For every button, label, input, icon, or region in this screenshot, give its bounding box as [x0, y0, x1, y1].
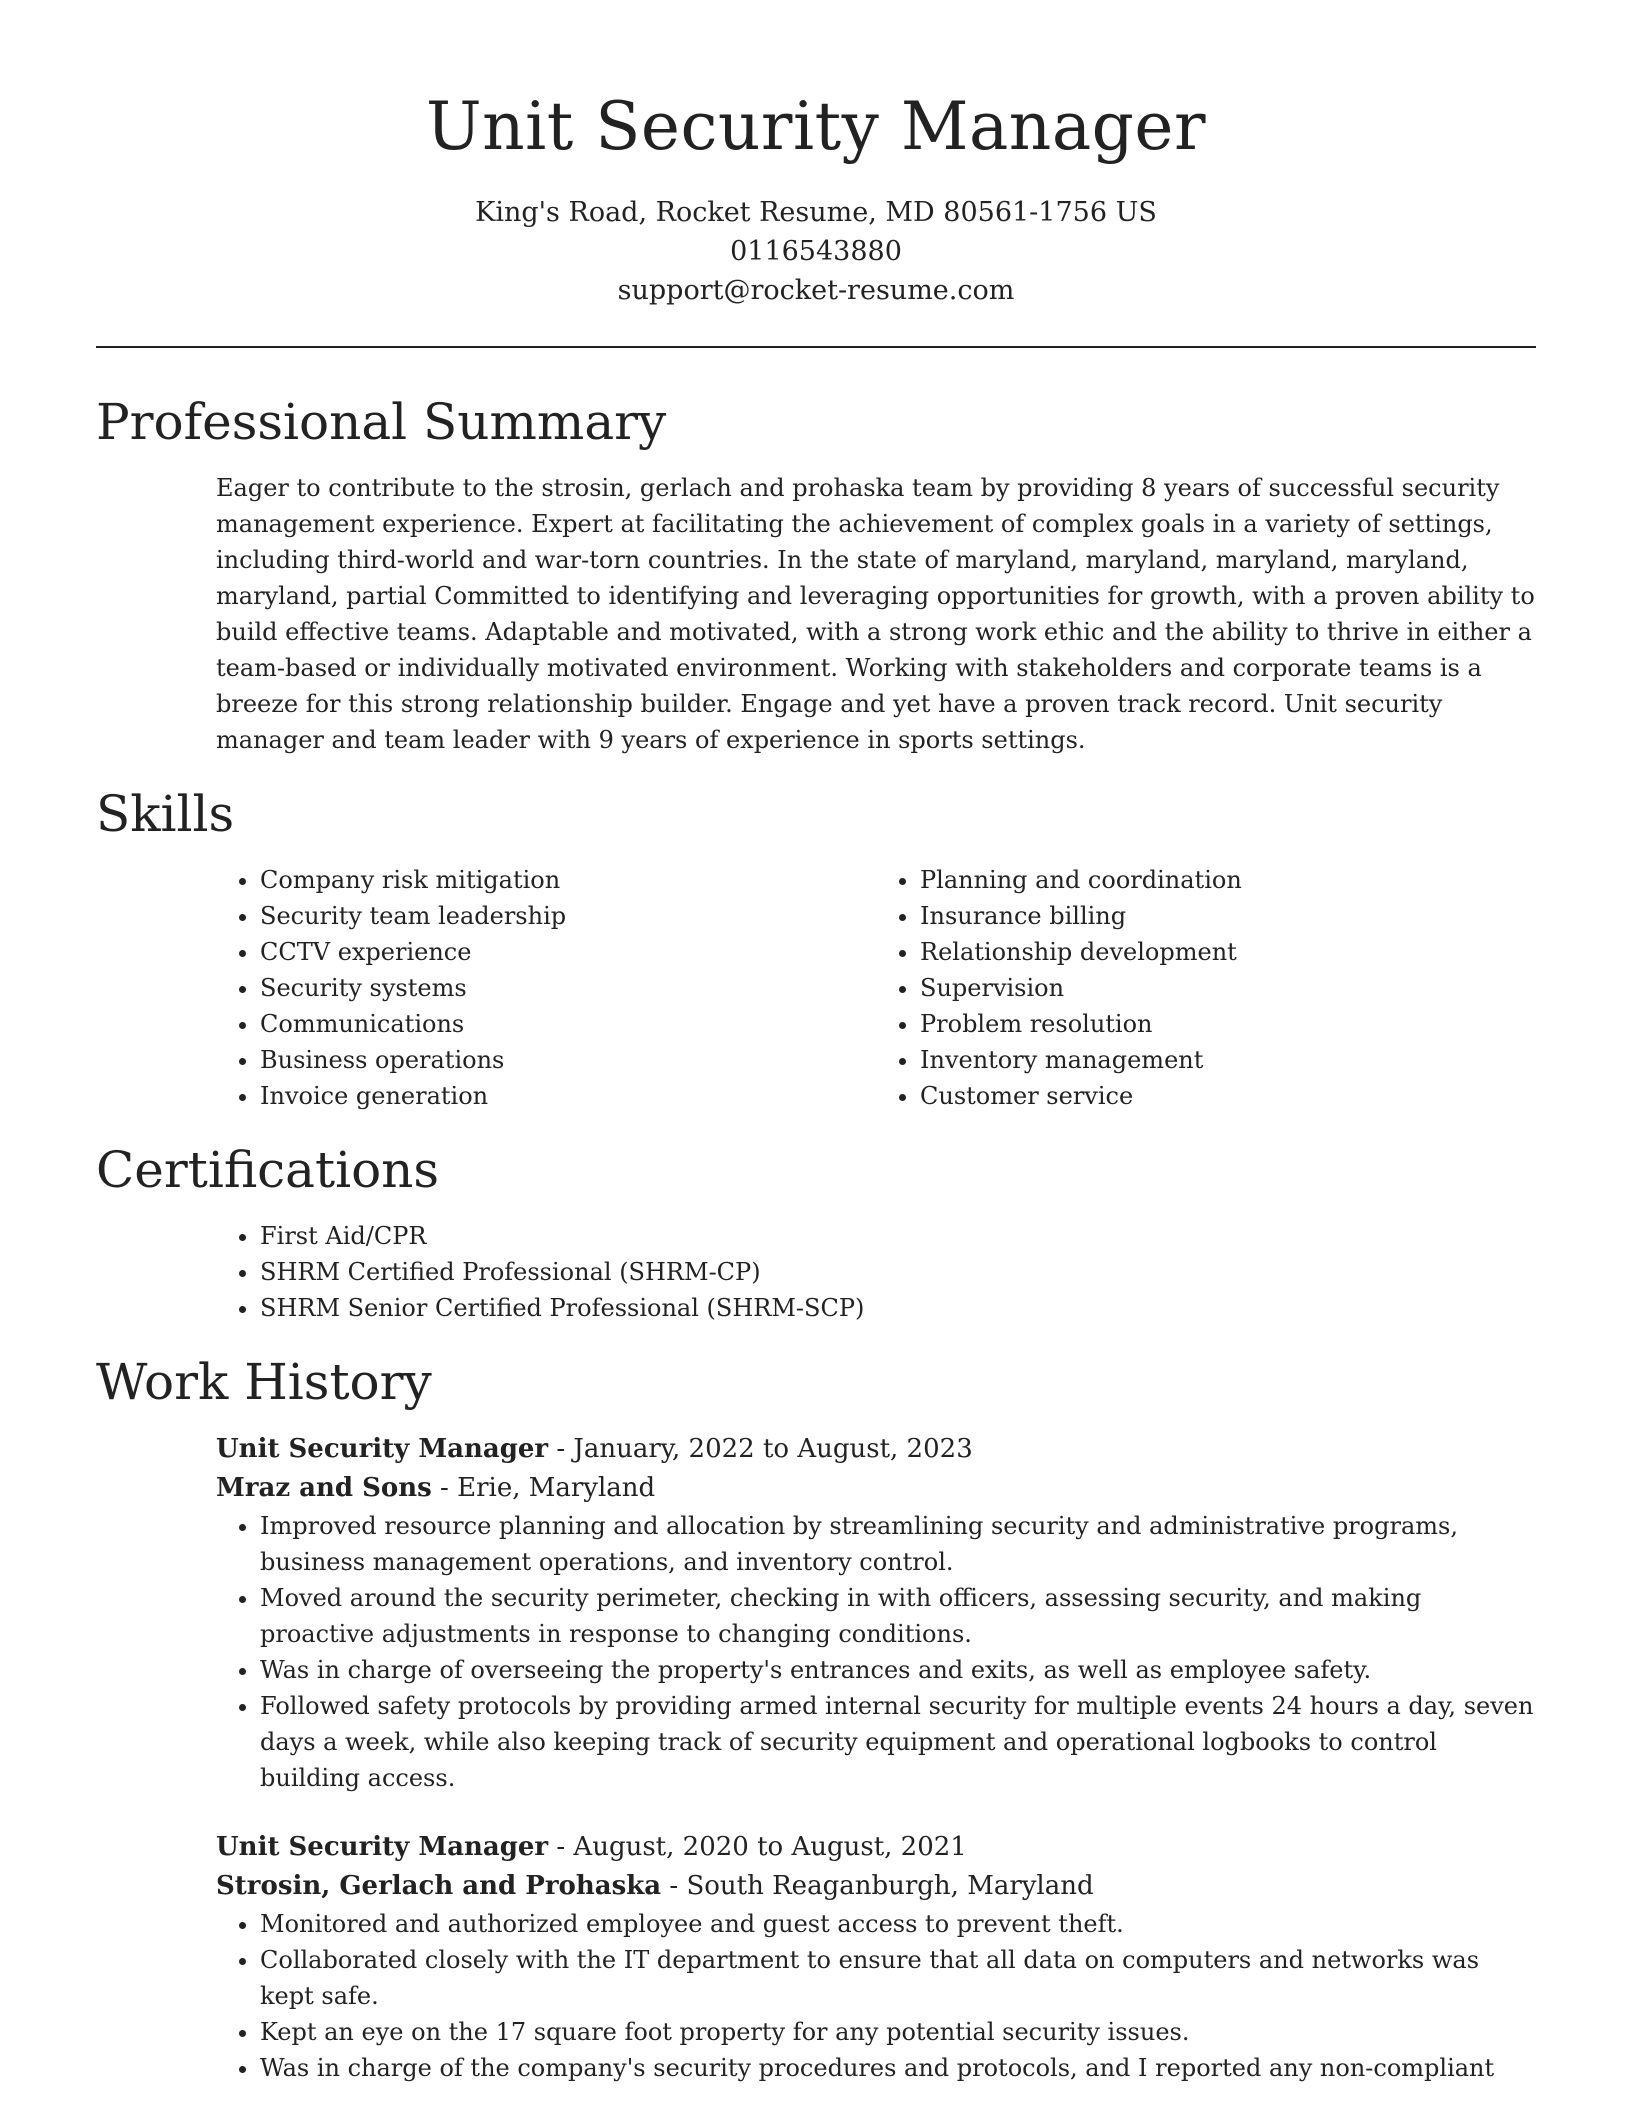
skills-list-left [216, 862, 876, 1114]
job-company-line [216, 1867, 1536, 1906]
job-position: Unit Security Manager [216, 1434, 549, 1464]
job-location: - South Reaganburgh, Maryland [661, 1871, 1094, 1901]
skill-item: • Customer service [920, 1078, 1536, 1114]
skill-item: • Problem resolution [920, 1006, 1536, 1042]
skill-item: • Insurance billing [920, 898, 1536, 934]
resume-name: Unit Security Manager [425, 88, 1207, 165]
skills-grid [216, 862, 1536, 1114]
work-history-heading: Work History [96, 1353, 432, 1411]
contact-phone: 0116543880 [730, 236, 902, 267]
skill-item: • Planning and coordination [920, 862, 1536, 898]
job-entry [216, 1430, 1536, 1796]
certifications-block [216, 1218, 1536, 1326]
job-duty: • Was in charge of the company's security procedures and protocols, and I reported any non-compliant [260, 2050, 1536, 2086]
contact-email: support@rocket-resume.com [617, 275, 1015, 306]
skill-item: • Communications [260, 1006, 876, 1042]
resume-page [96, 0, 1536, 2086]
job-duty: • Followed safety protocols by providing armed internal security for multiple events 24 hours a day, seven days a week, while also keeping track of security equipment and operational logbooks to control building access. [260, 1688, 1536, 1796]
skills-heading: Skills [96, 785, 235, 843]
header-divider [96, 346, 1536, 348]
certification-item: • First Aid/CPR [260, 1218, 1536, 1254]
job-title-line [216, 1828, 1536, 1867]
job-company-line [216, 1469, 1536, 1508]
job-company: Strosin, Gerlach and Prohaska [216, 1871, 662, 1901]
job-entry [216, 1828, 1536, 2086]
summary-text: Eager to contribute to the strosin, gerlach and prohaska team by providing 8 years of successful security management experience. Expert at facilitating the achievement of complex goals in a variety of settings, including third-world and war-torn countries. In the state of maryland, maryland, maryland, maryland, maryland, partial Committed to identifying and leveraging opportunities for growth, with a proven ability to build effective teams. Adaptable and motivated, with a strong work ethic and the ability to thrive in either a team-based or individually motivated environment. Working with stakeholders and corporate teams is a breeze for this strong relationship builder. Engage and yet have a proven track record. Unit security manager and team leader with 9 years of experience in sports settings. [216, 474, 1535, 754]
job-duty: • Improved resource planning and allocation by streamlining security and administrative programs, business management operations, and inventory control. [260, 1508, 1536, 1580]
job-duties-list [216, 1906, 1536, 2086]
job-dates: - August, 2020 to August, 2021 [548, 1832, 967, 1862]
job-title-line [216, 1430, 1536, 1469]
summary-heading: Professional Summary [96, 393, 667, 451]
certifications-list [216, 1218, 1536, 1326]
job-dates: - January, 2022 to August, 2023 [548, 1434, 973, 1464]
skills-list-right [876, 862, 1536, 1114]
job-duty: • Monitored and authorized employee and guest access to prevent theft. [260, 1906, 1536, 1942]
skill-item: • Invoice generation [260, 1078, 876, 1114]
job-duty: • Collaborated closely with the IT department to ensure that all data on computers and networks was kept safe. [260, 1942, 1536, 2014]
certifications-heading: Certifications [96, 1141, 440, 1199]
skill-item: • Business operations [260, 1042, 876, 1078]
job-duty: • Kept an eye on the 17 square foot property for any potential security issues. [260, 2014, 1536, 2050]
skill-item: • Supervision [920, 970, 1536, 1006]
skill-item: • Security systems [260, 970, 876, 1006]
job-duties-list [216, 1508, 1536, 1796]
contact-block [96, 193, 1536, 310]
job-duty: • Was in charge of overseeing the property's entrances and exits, as well as employee safety. [260, 1652, 1536, 1688]
skill-item: • Security team leadership [260, 898, 876, 934]
job-company: Mraz and Sons [216, 1473, 432, 1503]
skill-item: • CCTV experience [260, 934, 876, 970]
skill-item: • Relationship development [920, 934, 1536, 970]
skill-item: • Company risk mitigation [260, 862, 876, 898]
job-location: - Erie, Maryland [431, 1473, 656, 1503]
certification-item: • SHRM Certified Professional (SHRM-CP) [260, 1254, 1536, 1290]
job-duty: • Moved around the security perimeter, checking in with officers, assessing security, and making proactive adjustments in response to changing conditions. [260, 1580, 1536, 1652]
job-position: Unit Security Manager [216, 1832, 549, 1862]
contact-address: King's Road, Rocket Resume, MD 80561-1756 US [475, 197, 1157, 228]
certification-item: • SHRM Senior Certified Professional (SHRM-SCP) [260, 1290, 1536, 1326]
skill-item: • Inventory management [920, 1042, 1536, 1078]
